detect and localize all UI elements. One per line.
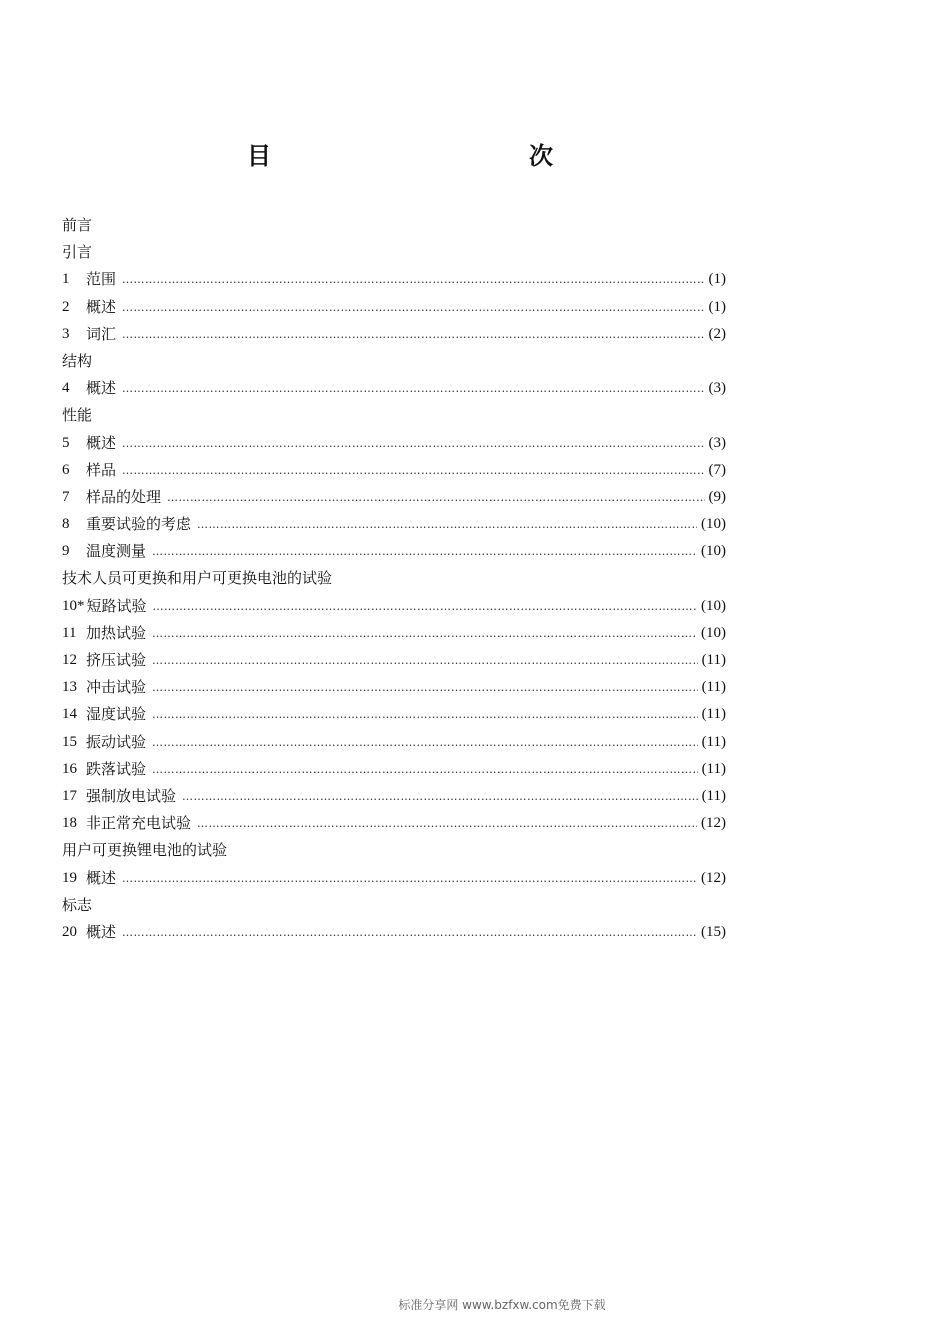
toc-entry[interactable] [62,294,726,321]
toc-entry[interactable] [62,674,726,701]
toc-entry[interactable] [62,321,726,348]
toc-heading-label: 标志 [62,895,93,914]
toc-entry[interactable] [62,647,726,674]
toc-heading-label: 用户可更换锂电池的试验 [62,841,228,860]
toc-entry-number: 20 [62,923,77,940]
toc-leader-dots [152,701,698,728]
toc-leader-dots [152,756,698,783]
toc-entry-label: 概述 [86,297,117,316]
toc-entry-page: (2) [708,325,726,342]
toc-entry-label: 概述 [86,868,117,887]
toc-entry-page: (11) [701,733,726,750]
toc-entry-label: 样品 [86,460,117,479]
toc-leader-dots [197,511,697,538]
toc-entry-number: 2 [62,298,70,315]
toc-heading-label: 引言 [62,243,93,262]
toc-entry[interactable] [62,620,726,647]
toc-heading-label: 结构 [62,351,93,370]
toc-entry-number: 8 [62,516,70,533]
toc-entry-number: 17 [62,787,77,804]
toc-heading-label: 性能 [62,406,93,425]
table-of-contents [62,212,726,946]
toc-heading[interactable] [62,565,726,592]
toc-entry-number: 13 [62,679,77,696]
toc-leader-dots [182,783,698,810]
toc-entry-page: (1) [708,298,726,315]
toc-entry-number: 18 [62,815,77,832]
toc-entry-label: 非正常充电试验 [86,814,192,833]
toc-entry-page: (11) [701,652,726,668]
toc-leader-dots [122,457,704,484]
toc-entry-label: 重要试验的考虑 [86,515,192,534]
footer-watermark: 标准分享网 www.bzfxw.com免费下载 [398,1298,606,1312]
toc-entry-page: (11) [701,760,726,777]
toc-entry-label: 冲击试验 [86,678,147,697]
toc-entry-page: (7) [708,461,726,478]
toc-entry-number: 19 [62,869,77,886]
toc-leader-dots [152,620,697,647]
toc-entry[interactable] [62,919,726,946]
toc-leader-dots [152,538,697,565]
toc-entry[interactable] [62,865,726,892]
toc-heading[interactable] [62,837,726,864]
toc-entry-label: 振动试验 [86,732,147,751]
toc-entry[interactable] [62,484,726,511]
toc-entry-number: 9 [62,543,70,560]
page-title: 目 次 [247,142,623,170]
toc-entry[interactable] [62,375,726,402]
toc-entry[interactable] [62,756,726,783]
toc-entry[interactable] [62,810,726,837]
toc-entry-number: 5 [62,434,70,451]
toc-entry-number: 12 [62,652,77,668]
toc-leader-dots [152,647,698,674]
toc-entry-page: (10) [701,516,726,533]
toc-entry-number: 16 [62,760,77,777]
toc-entry[interactable] [62,266,726,293]
toc-entry-number: 14 [62,706,77,723]
toc-entry[interactable] [62,729,726,756]
toc-heading[interactable] [62,212,726,239]
toc-entry-label: 词汇 [86,324,117,343]
toc-leader-dots [167,484,704,511]
toc-entry-number: 7 [62,488,70,505]
toc-entry-page: (12) [701,815,726,832]
toc-entry-label: 概述 [86,433,117,452]
toc-entry-page: (11) [701,679,726,696]
toc-entry-number: 10* [62,597,85,614]
toc-entry-label: 样品的处理 [86,487,162,506]
toc-entry-page: (12) [701,869,726,886]
toc-leader-dots [152,674,698,701]
toc-heading[interactable] [62,892,726,919]
toc-entry-number: 6 [62,461,70,478]
toc-entry-number: 1 [62,271,70,288]
toc-leader-dots [122,375,704,402]
toc-entry[interactable] [62,593,726,620]
toc-leader-dots [122,266,704,293]
toc-entry-label: 挤压试验 [86,651,147,669]
toc-entry[interactable] [62,511,726,538]
toc-leader-dots [197,810,697,837]
toc-entry-number: 4 [62,380,70,397]
toc-leader-dots [153,593,697,620]
toc-entry-label: 强制放电试验 [86,786,177,805]
toc-entry-label: 概述 [86,922,117,941]
toc-entry-number: 15 [62,733,77,750]
toc-entry-number: 3 [62,325,70,342]
toc-leader-dots [152,729,698,756]
toc-entry[interactable] [62,783,726,810]
toc-heading[interactable] [62,348,726,375]
toc-entry[interactable] [62,701,726,728]
toc-leader-dots [122,430,704,457]
toc-entry-label: 温度测量 [86,542,147,561]
toc-heading-label: 技术人员可更换和用户可更换电池的试验 [62,569,333,588]
toc-entry-page: (3) [708,380,726,397]
toc-entry-page: (10) [701,543,726,560]
toc-entry-page: (11) [701,706,726,723]
toc-entry-label: 湿度试验 [86,705,147,724]
toc-entry-number: 11 [62,624,77,641]
toc-entry-page: (9) [708,488,726,505]
toc-entry[interactable] [62,430,726,457]
toc-entry-page: (10) [701,624,726,641]
toc-entry-page: (11) [701,787,726,804]
toc-entry-label: 跌落试验 [86,759,147,778]
toc-leader-dots [122,294,704,321]
toc-leader-dots [122,321,704,348]
toc-leader-dots [122,865,697,892]
toc-leader-dots [122,919,697,946]
toc-entry-page: (10) [701,597,726,614]
toc-entry-page: (3) [708,434,726,451]
toc-entry-page: (1) [708,271,726,288]
toc-entry[interactable] [62,538,726,565]
toc-entry[interactable] [62,457,726,484]
toc-entry-page: (15) [701,923,726,940]
toc-entry-label: 概述 [86,379,117,398]
toc-entry-label: 范围 [86,270,117,289]
toc-entry-label: 加热试验 [86,623,147,642]
toc-heading-label: 前言 [62,216,93,234]
toc-heading[interactable] [62,402,726,429]
toc-heading[interactable] [62,239,726,266]
toc-entry-label: 短路试验 [86,596,147,615]
